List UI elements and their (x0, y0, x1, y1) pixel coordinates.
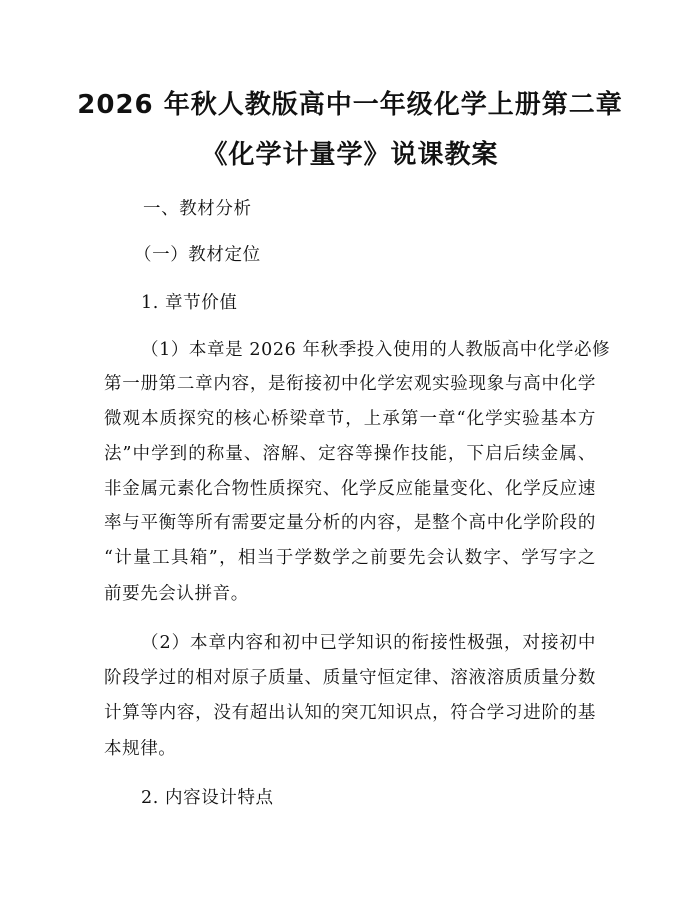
paragraph-line: 率与平衡等所有需要定量分析的内容，是整个高中化学阶段的 (104, 513, 596, 533)
paragraph-line: 第一册第二章内容，是衔接初中化学宏观实验现象与高中化学 (104, 374, 596, 394)
paragraph-line: （2）本章内容和初中已学知识的衔接性极强，对接初中 (141, 633, 596, 653)
paragraph-line: “计量工具箱”，相当于学数学之前要先会认数字、学写字之 (104, 548, 596, 568)
item-heading: 2. 内容设计特点 (141, 788, 274, 808)
paragraph-line: 非金属元素化合物性质探究、化学反应能量变化、化学反应速 (104, 479, 596, 499)
subsection-heading: （一）教材定位 (134, 245, 261, 265)
item-heading: 1. 章节价值 (141, 293, 238, 313)
paragraph-line: 计算等内容，没有超出认知的突兀知识点，符合学习进阶的基 (104, 703, 596, 723)
paragraph-line: 微观本质探究的核心桥梁章节，上承第一章“化学实验基本方 (104, 409, 596, 429)
paragraph-line: 前要先会认拼音。 (104, 584, 249, 604)
paragraph-line: 本规律。 (104, 739, 177, 759)
paragraph-line: 法”中学到的称量、溶解、定容等操作技能，下启后续金属、 (104, 444, 596, 464)
document-title-line-2: 《化学计量学》说课教案 (201, 140, 499, 170)
paragraph-line: （1）本章是 2026 年秋季投入使用的人教版高中化学必修 (141, 340, 611, 360)
section-heading: 一、教材分析 (143, 199, 252, 219)
paragraph-line: 阶段学过的相对原子质量、质量守恒定律、溶液溶质质量分数 (104, 668, 596, 688)
document-title-line-1: 2026 年秋人教版高中一年级化学上册第二章 (77, 90, 623, 120)
